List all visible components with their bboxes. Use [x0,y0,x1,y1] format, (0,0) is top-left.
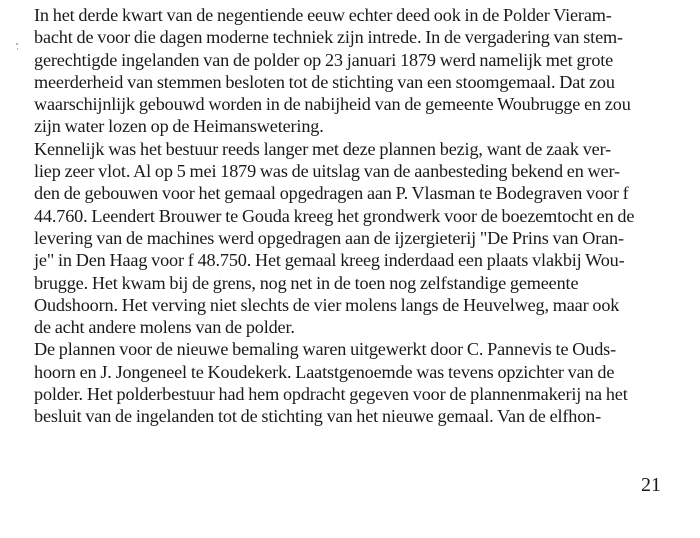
text-line: In het derde kwart van de negentiende eeuw echter deed ook in de Polder Vieram- [34,5,612,25]
text-line: 44.760. Leendert Brouwer te Gouda kreeg het grondwerk voor de boezemtocht en de [34,205,635,226]
text-line: waarschijnlijk gebouwd worden in de nabijheid van de gemeente Woubrugge en zou [34,94,631,115]
text-line: levering van de machines werd opgedragen aan de ijzergieterij "De Prins van Oran- [34,227,624,248]
body-text [34,4,674,428]
text-line: Oudshoorn. Het verving niet slechts de vier molens langs de Heuvelweg, maar ook [34,294,620,315]
text-line: hoorn en J. Jongeneel te Koudekerk. Laatstgenoemde was tevens opzichter van de [34,361,615,382]
text-line: je" in Den Haag voor f 48.750. Het gemaal kreeg inderdaad een plaats vlakbij Wou- [34,250,625,271]
text-line: bacht de voor die dagen moderne techniek zijn intrede. In de vergadering van stem- [34,27,623,48]
text-line: liep zeer vlot. Al op 5 mei 1879 was de uitslag van de aanbesteding bekend en wer- [34,161,620,182]
text-line: besluit van de ingelanden tot de stichting van het nieuwe gemaal. Van de elfhon- [34,406,602,427]
page-number: 21 [641,474,661,496]
scan-speck [17,48,18,50]
scan-speck [16,43,18,45]
text-line: gerechtigde ingelanden van de polder op 23 januari 1879 werd namelijk met grote [34,49,614,70]
text-line: polder. Het polderbestuur had hem opdracht gegeven voor de plannenmakerij na het [34,384,628,405]
text-line: De plannen voor de nieuwe bemaling waren uitgewerkt door C. Pannevis te Ouds- [34,339,616,360]
text-line: Kennelijk was het bestuur reeds langer met deze plannen bezig, want de zaak ver- [34,138,612,159]
text-line: den de gebouwen voor het gemaal opgedragen aan P. Vlasman te Bodegraven voor f [34,183,629,204]
text-line: meerderheid van stemmen besloten tot de stichting van een stoomgemaal. Dat zou [34,71,615,92]
text-line: brugge. Het kwam bij de grens, nog net in de toen nog zelfstandige gemeente [34,272,579,293]
text-line: de acht andere molens van de polder. [34,317,295,338]
text-line: zijn water lozen op de Heimanswetering. [34,116,324,137]
